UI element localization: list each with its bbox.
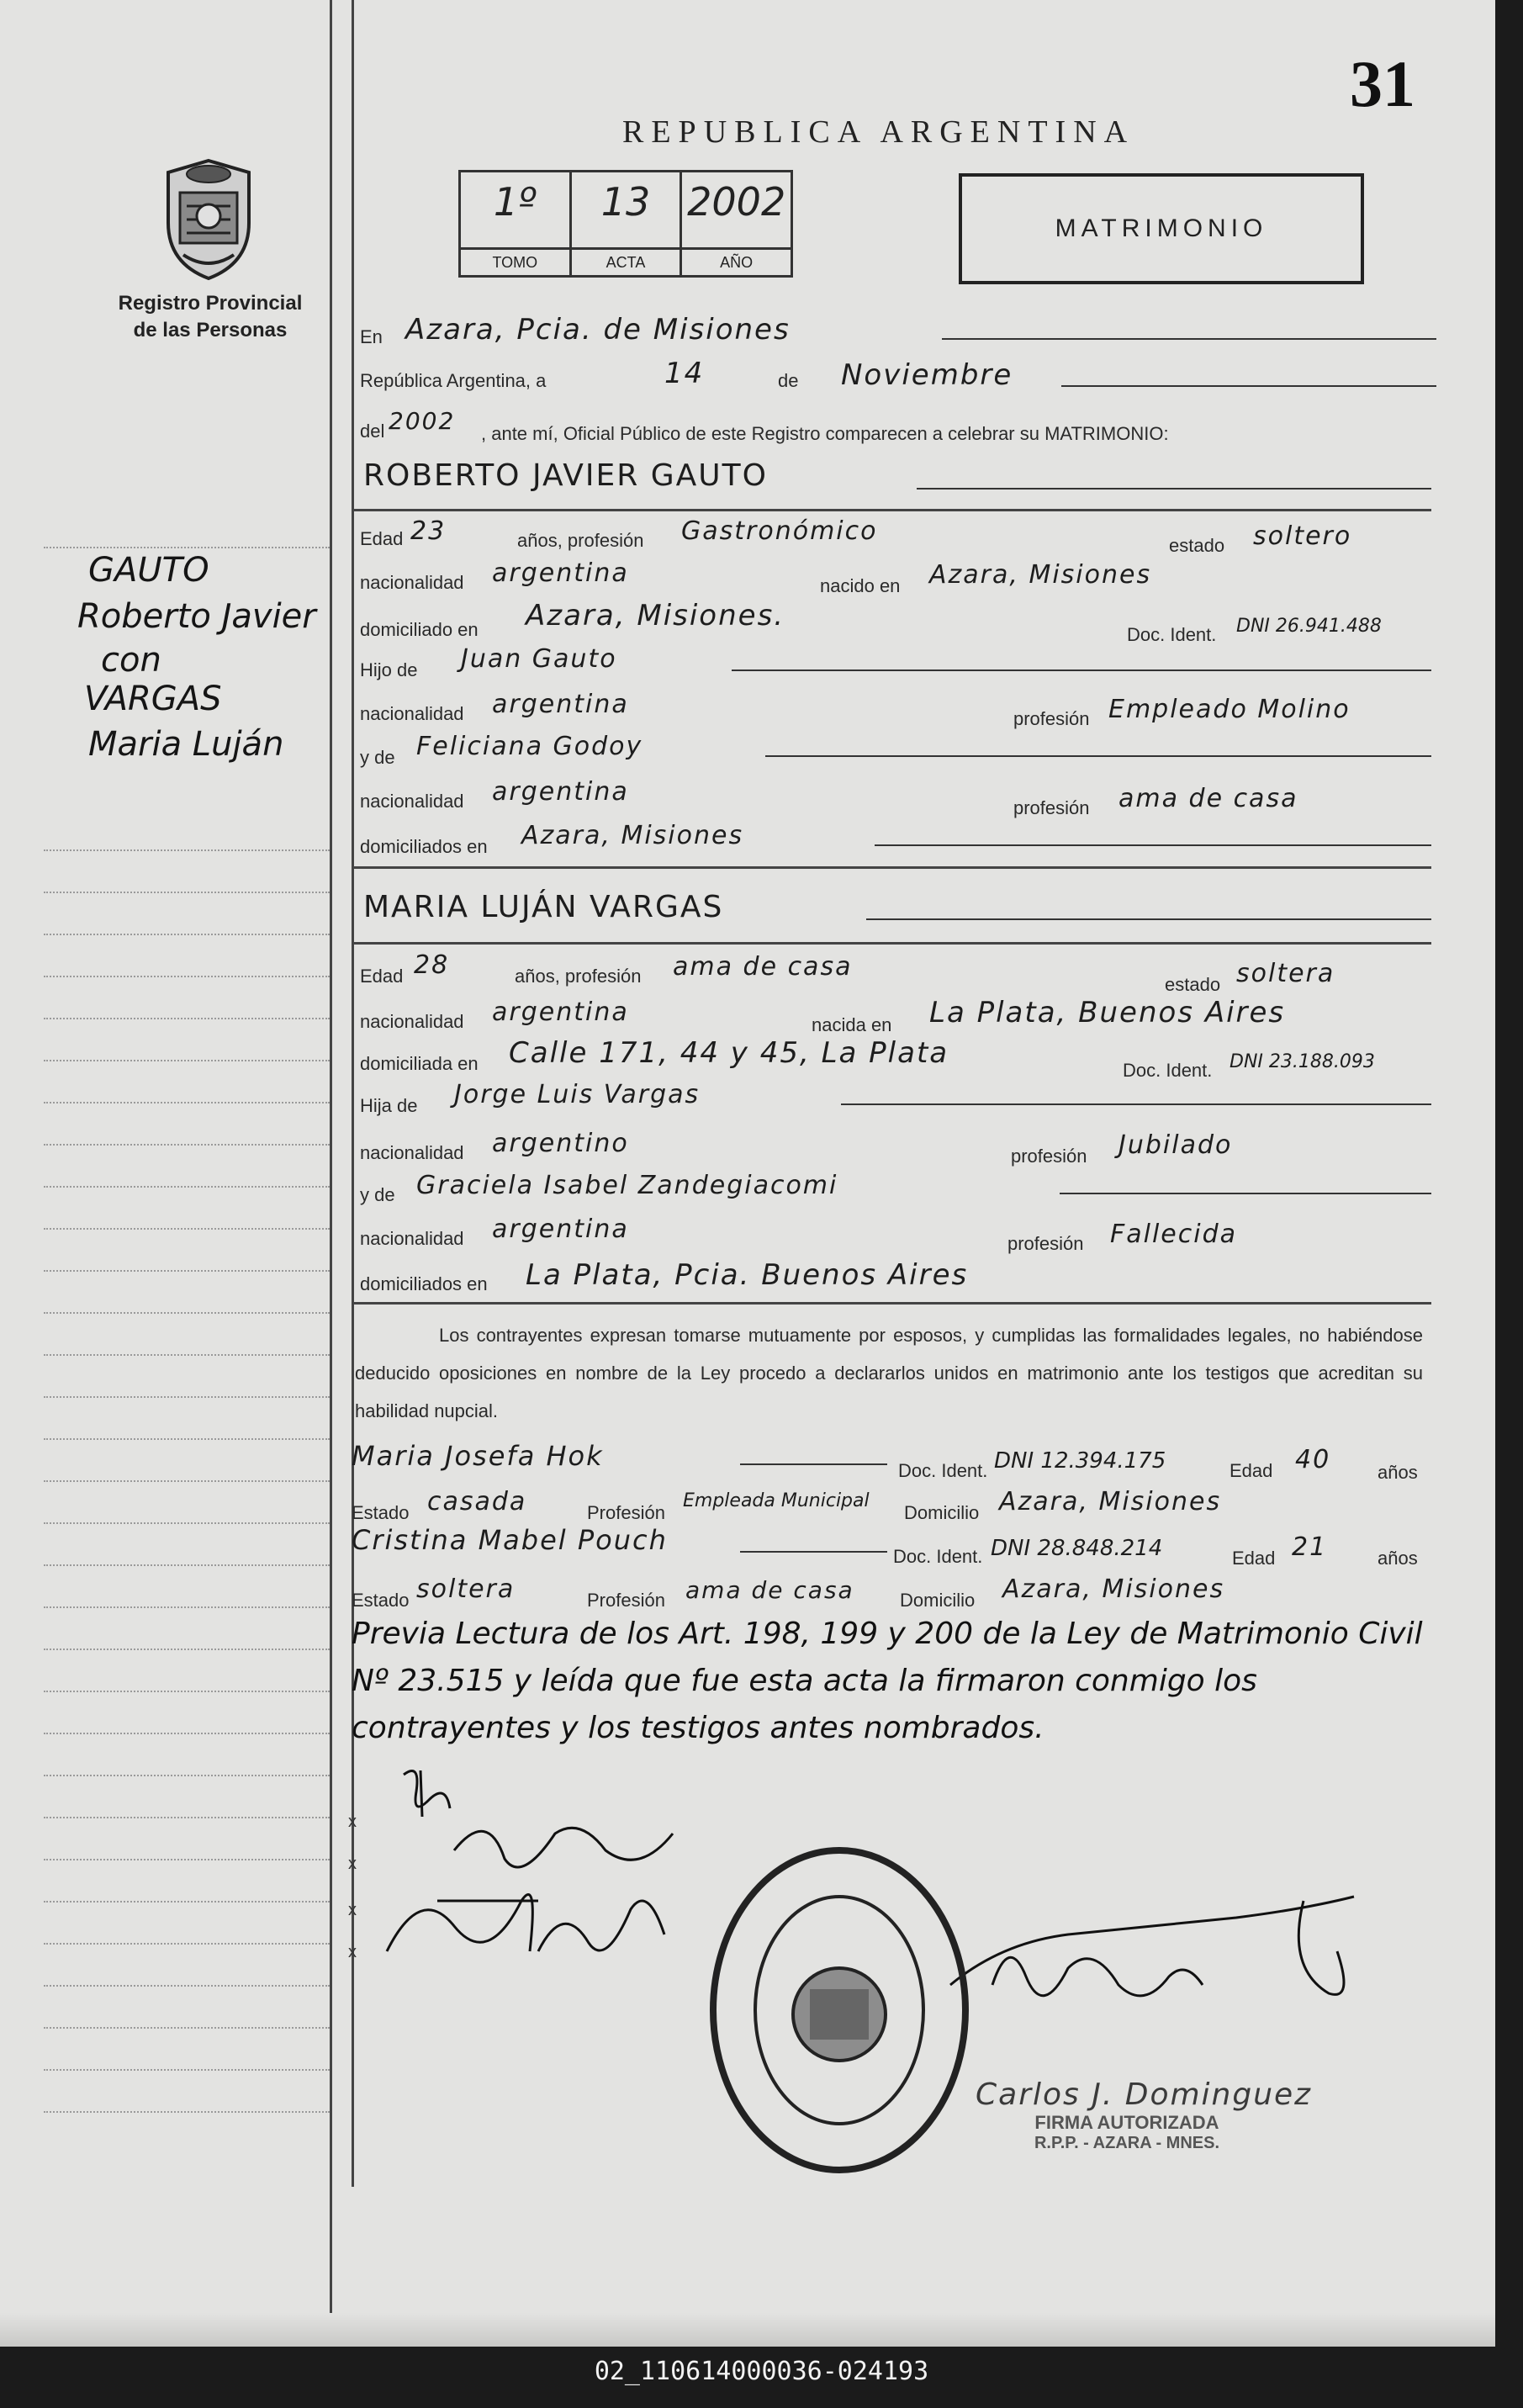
witness2-edad-label: Edad [1232, 1548, 1276, 1569]
margin-line [44, 1859, 330, 1860]
bride-profession: ama de casa [673, 952, 853, 982]
groom-mother-line [765, 755, 1431, 757]
margin-line [44, 1522, 330, 1524]
groom-name-line [917, 488, 1431, 490]
witness2-domicile: Azara, Misiones [1002, 1574, 1225, 1604]
year-value: 2002 [389, 407, 456, 435]
margin-line [44, 1943, 330, 1945]
ano-value: 2002 [687, 179, 786, 225]
groom-father-nationality: argentina [492, 690, 629, 719]
bride-parents-domicile-label: domiciliados en [360, 1273, 488, 1294]
margin-note-line5: Maria Luján [88, 725, 284, 764]
margin-line [44, 1186, 330, 1188]
signature-mark: x [348, 1855, 357, 1873]
groom-domicile-label: domiciliado en [360, 619, 479, 640]
acta-cell [572, 172, 683, 275]
groom-father: Juan Gauto [461, 644, 617, 674]
tomo-cell [461, 172, 572, 275]
authorization-place: R.P.P. - AZARA - MNES. [1034, 2134, 1220, 2152]
groom-parents-line [875, 844, 1431, 846]
tomo-label: TOMO [461, 247, 569, 275]
ano-cell [682, 172, 791, 275]
signature-mark: x [348, 1901, 357, 1919]
bride-nationality: argentina [492, 998, 629, 1027]
separator-line [353, 509, 1431, 511]
margin-line [44, 1733, 330, 1734]
signature-mark: x [348, 1943, 357, 1961]
de-label: de [778, 370, 799, 391]
left-binding-line [330, 0, 332, 2347]
margin-line [44, 1985, 330, 1987]
place-value: Azara, Pcia. de Misiones [405, 313, 791, 347]
registry-name-line2: de las Personas [133, 319, 288, 341]
margin-line [44, 2069, 330, 2071]
margin-line [44, 1144, 330, 1146]
groom-profession: Gastronómico [681, 516, 878, 546]
witness2-domicile-label: Domicilio [900, 1590, 976, 1611]
margin-line [44, 1438, 330, 1440]
bride-nacida-label: nacida en [812, 1014, 892, 1035]
margin-line [44, 1606, 330, 1608]
witness2-estado-label: Estado [352, 1590, 410, 1611]
margin-line [44, 1018, 330, 1019]
registry-emblem-icon [150, 156, 267, 282]
bride-domicile-label: domiciliada en [360, 1053, 479, 1074]
groom-full-name: ROBERTO JAVIER GAUTO [363, 458, 768, 493]
separator-line [353, 942, 1431, 945]
witness2-estado: soltera [416, 1574, 516, 1604]
margin-line [44, 1312, 330, 1314]
bride-mother-nationality-label: nacionalidad [360, 1228, 464, 1249]
bride-hija-label: Hija de [360, 1095, 418, 1116]
witness1-doc-label: Doc. Ident. [898, 1460, 988, 1481]
margin-line [44, 976, 330, 977]
country-date-label: República Argentina, a [360, 370, 547, 391]
bride-doc-label: Doc. Ident. [1123, 1060, 1213, 1081]
groom-age: 23 [410, 516, 447, 546]
witness1-profession: Empleada Municipal [683, 1490, 870, 1511]
page-title: REPUBLICA ARGENTINA [622, 114, 1135, 150]
margin-line [44, 1102, 330, 1103]
groom-parents-domicile: Azara, Misiones [521, 821, 744, 850]
groom-estado: soltero [1253, 521, 1352, 551]
bride-father: Jorge Luis Vargas [454, 1080, 701, 1109]
margin-line [44, 934, 330, 935]
month-value: Noviembre [841, 358, 1013, 392]
bride-mother-profession: Fallecida [1110, 1220, 1238, 1249]
margin-note-line2: Roberto Javier [77, 597, 316, 636]
witness1-domicile: Azara, Misiones [999, 1487, 1222, 1516]
day-value: 14 [664, 357, 705, 390]
margin-line [44, 1691, 330, 1692]
registry-name-line1: Registro Provincial [118, 292, 303, 315]
acta-value: 13 [600, 179, 651, 225]
margin-line [44, 1649, 330, 1650]
groom-mother-nationality: argentina [492, 777, 629, 807]
groom-yde-label: y de [360, 747, 395, 768]
declaration-text [355, 1316, 1423, 1430]
declaration-body: Los contrayentes expresan tomarse mutuamente por esposos, y cumplidas las formalidades legales, no habiéndose deducido oposiciones en nombre de la Ley procedo a declararlos unidos en matrimonio ante los testigos que acreditan su habilidad nupcial. [355, 1325, 1423, 1421]
registration-box [458, 170, 793, 278]
groom-edad-label: Edad [360, 528, 404, 549]
groom-mother: Feliciana Godoy [416, 732, 643, 761]
margin-line [44, 1228, 330, 1230]
margin-line [44, 1901, 330, 1903]
place-line [942, 338, 1436, 340]
bride-full-name: MARIA LUJÁN VARGAS [363, 890, 724, 924]
ano-label: AÑO [682, 247, 791, 275]
groom-nationality-label: nacionalidad [360, 572, 464, 593]
acta-label: ACTA [572, 247, 680, 275]
groom-nacido-label: nacido en [820, 575, 901, 596]
margin-line [44, 1775, 330, 1776]
witness2-doc-label: Doc. Ident. [893, 1546, 983, 1567]
authorization-stamp [976, 2077, 1313, 2153]
witness1-name: Maria Josefa Hok [352, 1440, 604, 1472]
groom-mother-profession-label: profesión [1013, 797, 1090, 818]
groom-domicile: Azara, Misiones. [526, 599, 785, 632]
margin-line [44, 1060, 330, 1061]
margin-line [44, 1817, 330, 1818]
intro-text: , ante mí, Oficial Público de este Registro comparecen a celebrar su MATRIMONIO: [481, 423, 1169, 444]
bride-nationality-label: nacionalidad [360, 1011, 464, 1032]
witness1-edad-label: Edad [1230, 1460, 1273, 1481]
closing-statement: Previa Lectura de los Art. 198, 199 y 200 de la Ley de Matrimonio Civil Nº 23.515 y leída que fue esta acta la firmaron conmigo los contrayentes y los testigos antes nombrados. [352, 1617, 1423, 1745]
bride-father-profession-label: profesión [1011, 1146, 1087, 1167]
witness1-age: 40 [1295, 1445, 1331, 1474]
witness1-name-line [740, 1463, 887, 1465]
groom-estado-label: estado [1169, 535, 1225, 556]
groom-father-profession: Empleado Molino [1108, 695, 1351, 724]
groom-doc: DNI 26.941.488 [1236, 616, 1382, 637]
groom-mother-nationality-label: nacionalidad [360, 791, 464, 812]
bride-mother-line [1060, 1193, 1431, 1194]
margin-line [44, 2111, 330, 2113]
bride-father-line [841, 1103, 1431, 1105]
bride-mother-nationality: argentina [492, 1215, 629, 1244]
witness1-profession-label: Profesión [587, 1502, 665, 1523]
bride-mother: Graciela Isabel Zandegiacomi [416, 1171, 838, 1200]
witness1-domicile-label: Domicilio [904, 1502, 980, 1523]
margin-line [44, 1564, 330, 1566]
margin-line [44, 1396, 330, 1398]
en-label: En [360, 326, 383, 347]
official-stamp-icon [705, 1842, 974, 2178]
signature-mark: x [348, 1813, 357, 1831]
groom-doc-label: Doc. Ident. [1127, 624, 1217, 645]
margin-line [44, 2027, 330, 2029]
bride-age: 28 [414, 950, 450, 980]
bride-father-nationality-label: nacionalidad [360, 1142, 464, 1163]
groom-parents-domicile-label: domiciliados en [360, 836, 488, 857]
margin-note-line4: VARGAS [84, 680, 222, 718]
witness2-profession: ama de casa [685, 1576, 854, 1604]
margin-line [44, 849, 330, 851]
margin-line [44, 547, 330, 548]
margin-line [44, 892, 330, 893]
witness1-doc: DNI 12.394.175 [994, 1448, 1166, 1474]
separator-line [353, 1302, 1431, 1305]
bride-birthplace: La Plata, Buenos Aires [929, 996, 1286, 1029]
witness1-anos-label: años [1378, 1462, 1418, 1483]
date-line [1061, 385, 1436, 387]
bride-estado-label: estado [1165, 974, 1221, 995]
groom-father-profession-label: profesión [1013, 708, 1090, 729]
witness2-doc: DNI 28.848.214 [991, 1536, 1163, 1561]
authorization-label: FIRMA AUTORIZADA [1034, 2112, 1219, 2133]
record-type-box: MATRIMONIO [959, 173, 1364, 284]
margin-note-line3: con [101, 641, 161, 680]
groom-birthplace: Azara, Misiones [929, 560, 1152, 590]
bride-mother-profession-label: profesión [1007, 1233, 1084, 1254]
witness2-age: 21 [1292, 1532, 1328, 1562]
witness1-estado-label: Estado [352, 1502, 410, 1523]
groom-nationality: argentina [492, 558, 629, 588]
groom-father-nationality-label: nacionalidad [360, 703, 464, 724]
bride-edad-label: Edad [360, 966, 404, 987]
tomo-value: 1º [493, 179, 537, 225]
witness2-name: Cristina Mabel Pouch [352, 1524, 668, 1556]
bride-name-line [866, 918, 1431, 920]
groom-mother-profession: ama de casa [1118, 784, 1298, 813]
groom-anos-label: años, profesión [517, 530, 644, 551]
margin-note-line1: GAUTO [88, 551, 209, 590]
del-label: del [360, 421, 385, 442]
bride-yde-label: y de [360, 1184, 395, 1205]
witness1-estado: casada [427, 1487, 527, 1516]
registry-name [84, 290, 336, 344]
bride-father-nationality: argentino [492, 1129, 629, 1158]
bride-father-profession: Jubilado [1118, 1130, 1233, 1160]
witness2-anos-label: años [1378, 1548, 1418, 1569]
witness2-profession-label: Profesión [587, 1590, 665, 1611]
witness2-name-line [740, 1551, 887, 1553]
bride-doc: DNI 23.188.093 [1230, 1051, 1375, 1072]
margin-line [44, 1480, 330, 1482]
file-id-caption: 02_110614000036-024193 [0, 2347, 1523, 2408]
groom-hijo-label: Hijo de [360, 659, 418, 680]
bride-estado: soltera [1236, 959, 1335, 988]
margin-line [44, 1270, 330, 1272]
separator-line [353, 866, 1431, 869]
official-signature-graphic [933, 1892, 1371, 2035]
bride-domicile: Calle 171, 44 y 45, La Plata [509, 1036, 949, 1070]
authorization-signature: Carlos J. Dominguez [976, 2077, 1313, 2112]
margin-line [44, 1354, 330, 1356]
bride-parents-domicile: La Plata, Pcia. Buenos Aires [526, 1258, 969, 1292]
groom-father-line [732, 669, 1431, 671]
page-number: 31 [1350, 47, 1415, 120]
bride-anos-label: años, profesión [515, 966, 642, 987]
